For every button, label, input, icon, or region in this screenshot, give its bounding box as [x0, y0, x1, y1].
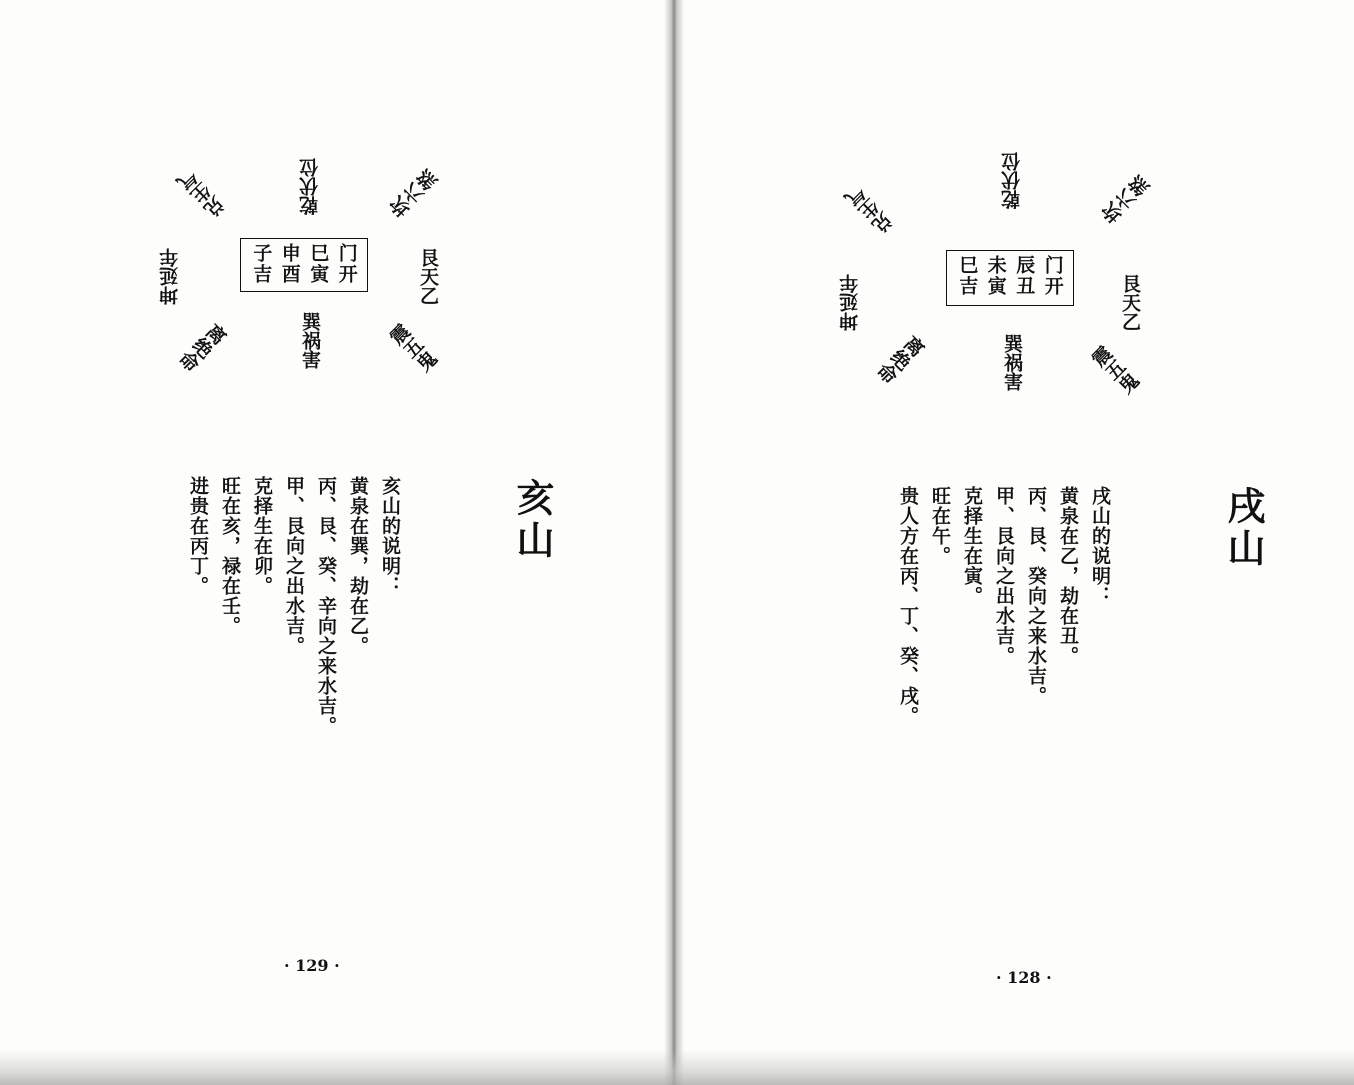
center-box-column: 辰丑	[1013, 255, 1036, 297]
paragraph-line: 甲、艮向之出水吉。	[283, 476, 305, 656]
diagram-label-top-left: 兑生气	[842, 180, 898, 237]
diagram-label-left: 坤延年	[159, 248, 181, 305]
book-gutter	[664, 0, 684, 1085]
diagram-label-top: 乾伏位	[299, 158, 321, 215]
center-box-column: 子吉	[250, 243, 273, 285]
paragraph-line: 贵人方在丙、丁、癸、戌。	[897, 486, 919, 726]
paragraph-line: 甲、艮向之出水吉。	[993, 486, 1015, 666]
paragraph-line: 进贵在丙丁。	[187, 476, 209, 596]
bagua-diagram	[150, 150, 470, 410]
diagram-label-top: 乾伏位	[1001, 152, 1023, 209]
section-title: 亥山	[510, 478, 554, 562]
page-number: · 129 ·	[284, 956, 340, 975]
paragraph-line: 黄泉在乙，劫在丑。	[1057, 486, 1079, 666]
paragraph-line: 旺在亥，禄在壬。	[219, 476, 241, 636]
right-page	[680, 0, 1354, 1085]
page-bottom-shadow	[0, 1050, 1354, 1085]
paragraph-line: 亥山的说明：	[379, 476, 401, 596]
diagram-label-top-right: 坎六煞	[1098, 172, 1154, 229]
diagram-label-top-left: 兑生气	[174, 164, 230, 221]
diagram-label-bottom-right: 震五鬼	[384, 320, 440, 377]
center-box-column: 未寅	[984, 255, 1007, 297]
diagram-label-top-right: 坎六煞	[386, 166, 442, 223]
diagram-center-box	[946, 250, 1074, 306]
diagram-label-bottom: 巽祸害	[1001, 334, 1023, 391]
paragraph-line: 克择生在寅。	[961, 486, 983, 606]
paragraph-line: 戌山的说明：	[1089, 486, 1111, 606]
diagram-center-box	[240, 238, 368, 292]
paragraph-line: 黄泉在巽，劫在乙。	[347, 476, 369, 656]
left-page	[0, 0, 668, 1085]
diagram-label-bottom-left: 离绝命	[174, 318, 230, 375]
paragraph-line: 丙、艮、癸向之来水吉。	[1025, 486, 1047, 706]
paragraph-line: 旺在午。	[929, 486, 951, 566]
paragraph-line: 克择生在卯。	[251, 476, 273, 596]
bagua-diagram	[830, 150, 1154, 410]
diagram-label-bottom-left: 离绝命	[872, 330, 928, 387]
diagram-label-bottom: 巽祸害	[299, 312, 321, 369]
diagram-label-right: 艮天乙	[1119, 274, 1141, 331]
diagram-label-left: 坤延年	[839, 274, 861, 331]
section-title: 戌山	[1221, 486, 1265, 570]
center-box-column: 巳寅	[307, 243, 330, 285]
paragraph-line: 丙、艮、癸、辛向之来水吉。	[315, 476, 337, 736]
center-box-column: 门开	[335, 243, 358, 285]
center-box-column: 巳吉	[956, 255, 979, 297]
diagram-label-bottom-right: 震五鬼	[1086, 342, 1142, 399]
diagram-label-right: 艮天乙	[417, 248, 439, 305]
page-number: · 128 ·	[996, 968, 1052, 987]
center-box-column: 申酉	[278, 243, 301, 285]
center-box-column: 门开	[1041, 255, 1064, 297]
